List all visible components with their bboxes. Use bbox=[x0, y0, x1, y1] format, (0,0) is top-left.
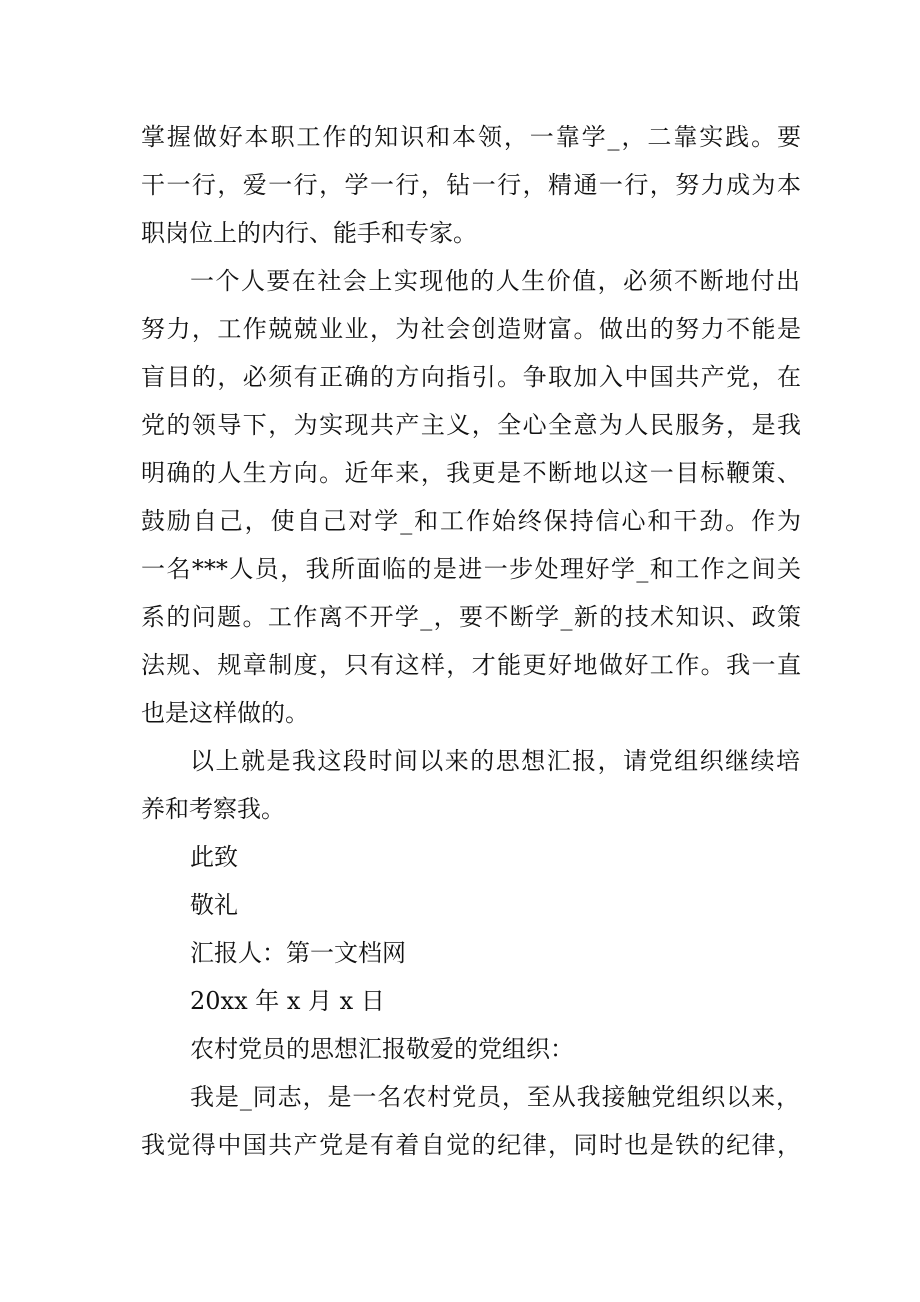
paragraph-line: 掌握做好本职工作的知识和本领，一靠学_，二靠实践。要 bbox=[141, 123, 801, 151]
paragraph-line: 法规、规章制度，只有这样，才能更好地做好工作。我一直 bbox=[141, 651, 801, 679]
paragraph-line: 盲目的，必须有正确的方向指引。争取加入中国共产党，在 bbox=[141, 363, 801, 391]
closing-salutation: 此致 bbox=[190, 843, 238, 871]
report-date: 20xx 年 x 月 x 日 bbox=[190, 987, 385, 1015]
closing-regards: 敬礼 bbox=[190, 891, 238, 919]
paragraph-line: 也是这样做的。 bbox=[141, 699, 309, 727]
paragraph-line: 以上就是我这段时间以来的思想汇报，请党组织继续培 bbox=[190, 747, 800, 775]
paragraph-line: 干一行，爱一行，学一行，钻一行，精通一行，努力成为本 bbox=[141, 171, 801, 199]
paragraph-line: 努力，工作兢兢业业，为社会创造财富。做出的努力不能是 bbox=[141, 315, 801, 343]
paragraph-line: 一个人要在社会上实现他的人生价值，必须不断地付出 bbox=[190, 267, 800, 295]
paragraph-line: 党的领导下，为实现共产主义，全心全意为人民服务，是我 bbox=[141, 411, 801, 439]
paragraph-line: 职岗位上的内行、能手和专家。 bbox=[141, 219, 477, 247]
paragraph-line: 我是_同志，是一名农村党员，至从我接触党组织以来， bbox=[190, 1083, 800, 1111]
paragraph-line: 我觉得中国共产党是有着自觉的纪律，同时也是铁的纪律， bbox=[141, 1131, 801, 1159]
reporter-signature: 汇报人：第一文档网 bbox=[190, 939, 406, 967]
section-heading: 农村党员的思想汇报敬爱的党组织： bbox=[190, 1035, 574, 1063]
paragraph-line: 鼓励自己，使自己对学_和工作始终保持信心和干劲。作为 bbox=[141, 507, 801, 535]
paragraph-line: 一名***人员，我所面临的是进一步处理好学_和工作之间关 bbox=[141, 555, 801, 583]
paragraph-line: 养和考察我。 bbox=[141, 795, 285, 823]
paragraph-line: 明确的人生方向。近年来，我更是不断地以这一目标鞭策、 bbox=[141, 459, 801, 487]
paragraph-line: 系的问题。工作离不开学_，要不断学_新的技术知识、政策 bbox=[141, 603, 801, 631]
